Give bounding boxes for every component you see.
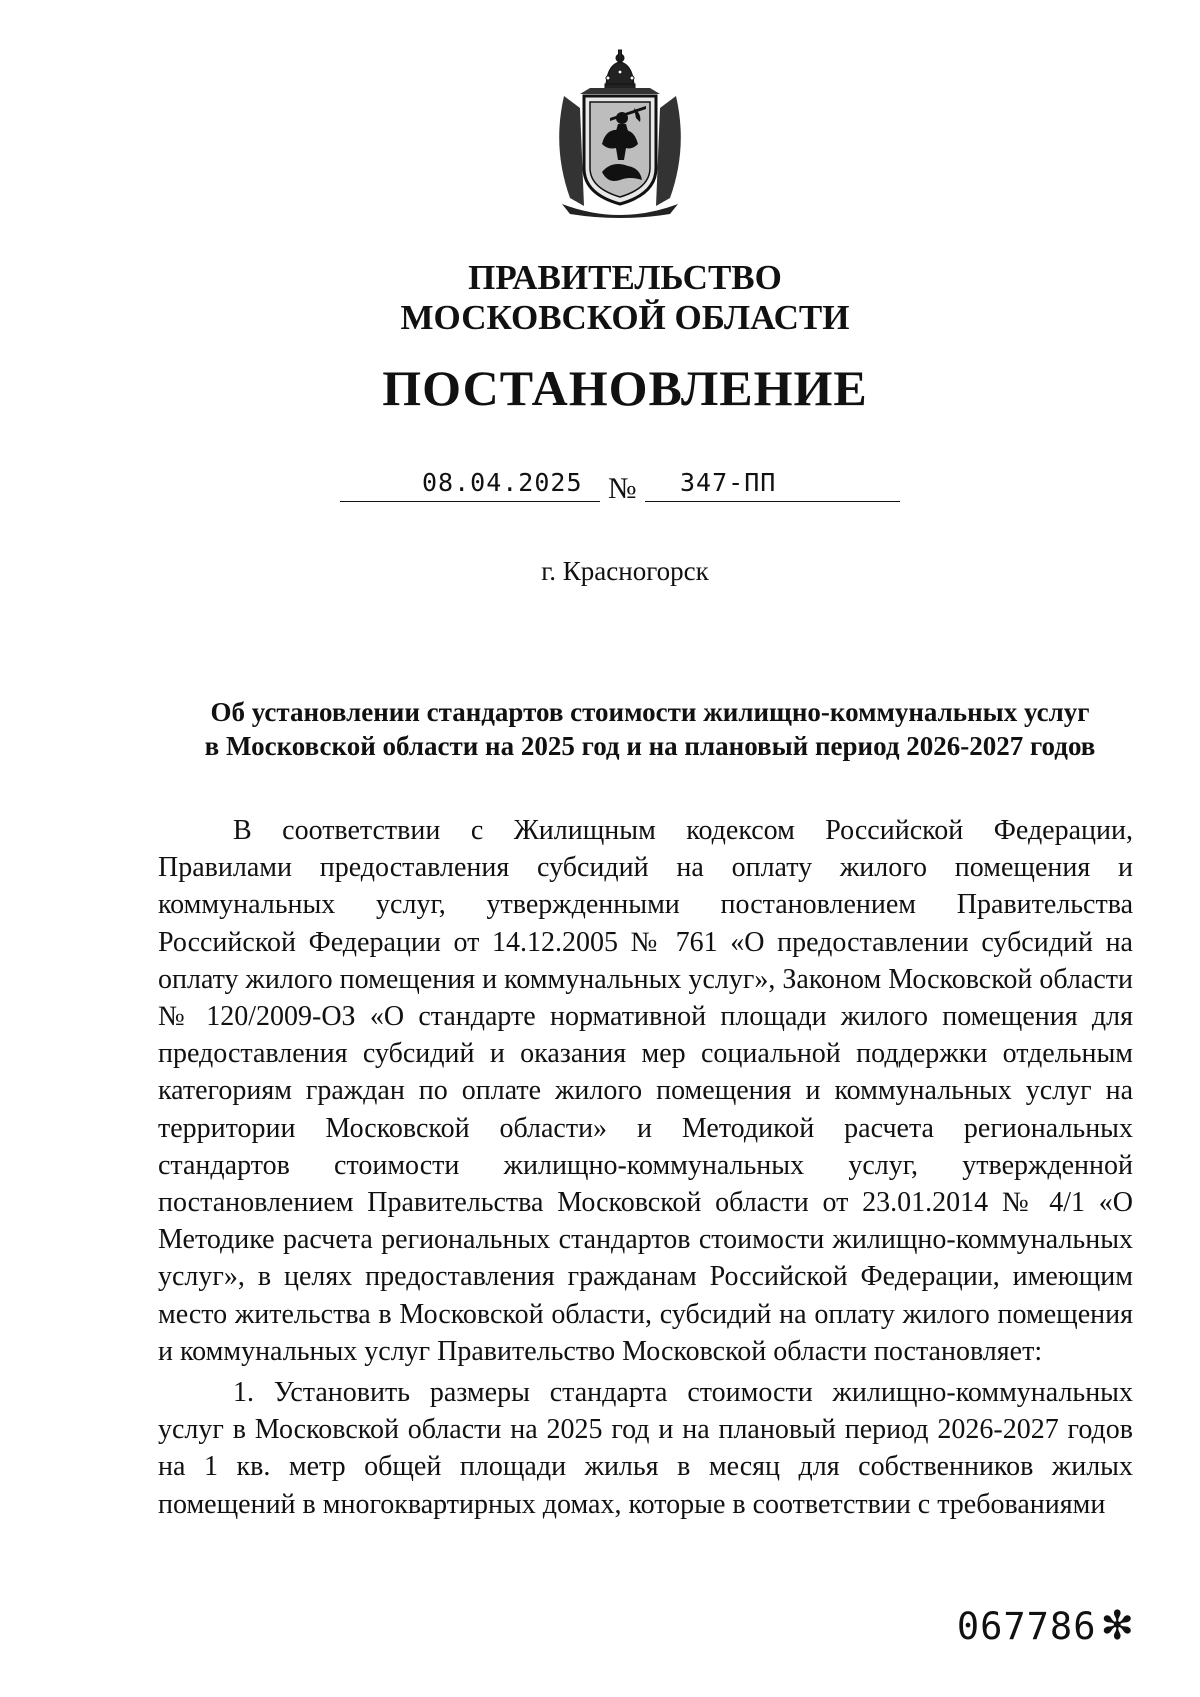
body-paragraph-item-1: 1. Установить размеры стандарта стоимости жилищно-коммунальных услуг в Московской области на 2025 год и на плановый период 2026-2027 годов на 1 кв. метр общей площади жилья в месяц для собственников жилых помещений в многоквартирных домах, которые в соответствии с требованиями	[158, 1377, 1133, 1520]
serial-number	[957, 1603, 1135, 1649]
city: г. Красногорск	[541, 556, 709, 586]
title-line2: в Московской области на 2025 год и на плановый период 2026-2027 годов	[204, 731, 1096, 761]
date-number-row	[340, 452, 900, 505]
asterisk-icon: ✻	[1100, 1603, 1135, 1649]
document-type: ПОСТАНОВЛЕНИЕ	[382, 360, 868, 416]
document-body	[158, 812, 1133, 1523]
body-paragraph-preamble: В соответствии с Жилищным кодексом Российской Федерации, Правилами предоставления субсидий на оплату жилого помещения и коммунальных услуг, утвержденными постановлением Правительства Российской Федерации от 14.12.2005 № 761 «О предоставлении субсидий на оплату жилого помещения и коммунальных услуг», Законом Московской области № 120/2009-ОЗ «О стандарте нормативной площади жилого помещения для предоставления субсидий и оказания мер социальной поддержки отдельным категориям граждан по оплате жилого помещения и коммунальных услуг на территории Московской области» и Методикой расчета региональных стандартов стоимости жилищно-коммунальных услуг, утвержденной постановлением Правительства Московской области от 23.01.2014 № 4/1 «О Методике расчета региональных стандартов стоимости жилищно-коммунальных услуг», в целях предоставления гражданам Российской Федерации, имеющим место жительства в Московской области, субсидий на оплату жилого помещения и коммунальных услуг Правительство Московской области постановляет:	[158, 815, 1133, 1367]
crown-icon	[605, 50, 635, 90]
coat-of-arms-icon	[550, 48, 690, 218]
title-line1: Об установлении стандартов стоимости жилищно-коммунальных услуг	[210, 697, 1090, 727]
organization-name-line2: МОСКОВСКОЙ ОБЛАСТИ	[400, 298, 850, 337]
date-underline	[340, 501, 600, 502]
document-number: 347-ПП	[680, 468, 777, 497]
number-sign: №	[608, 472, 637, 505]
organization-name-line1: ПРАВИТЕЛЬСТВО	[468, 258, 782, 297]
number-underline	[645, 501, 900, 502]
document-date: 08.04.2025	[422, 468, 583, 497]
serial-number-value: 067786	[956, 1605, 1097, 1648]
document-title	[150, 695, 1150, 763]
